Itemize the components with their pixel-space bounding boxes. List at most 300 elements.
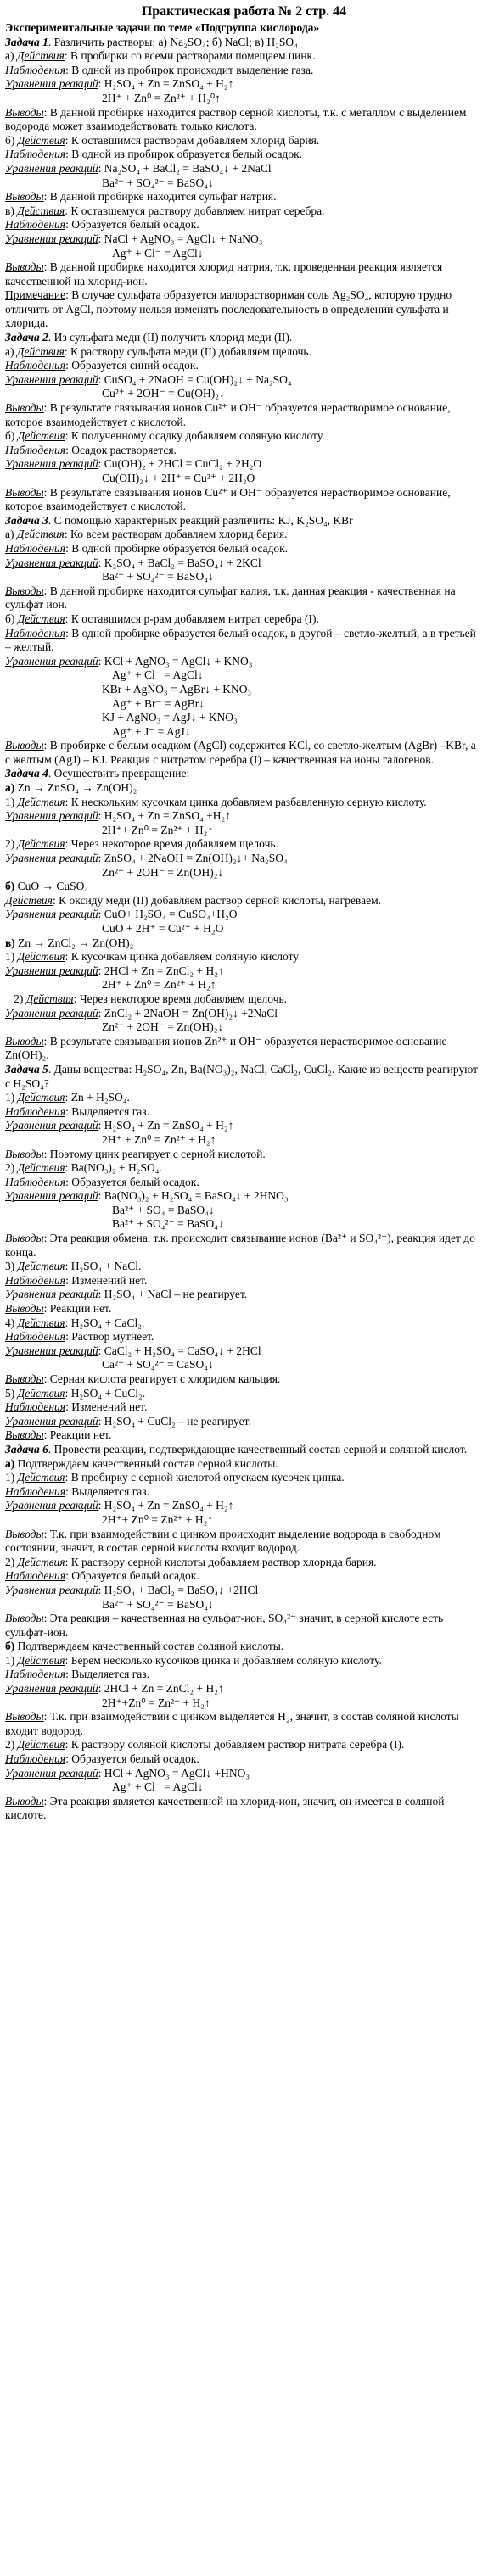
text-run: : 2HCl + Zn = ZnCl₂ + H₂↑	[98, 964, 224, 977]
paragraph	[5, 1485, 483, 1500]
text-run: а)	[5, 781, 18, 795]
paragraph	[5, 444, 483, 458]
paragraph	[5, 190, 483, 204]
paragraph	[5, 36, 483, 50]
section-label: Наблюдения	[5, 359, 66, 372]
text-run: Задача 1	[5, 35, 48, 48]
text-run: : К оставшемуся раствору добавляем нитрат серебра.	[65, 204, 325, 217]
equation-line	[5, 1133, 483, 1148]
equation-line	[5, 683, 483, 697]
page-title: Практическая работа № 2 стр. 44	[141, 4, 347, 19]
text-run: : В данной пробирке находится сульфат калия, т.к. данная реакция - качественная на сульфат ион.	[5, 584, 458, 612]
paragraph	[5, 1400, 483, 1415]
text-run: : В пробирки со всеми растворами помещаем цинк.	[64, 49, 316, 63]
text-run: : Выделяется газ.	[65, 1484, 149, 1498]
section-label: Уравнения реакций	[5, 161, 98, 175]
section-label: Наблюдения	[5, 541, 66, 555]
section-label: Действия	[17, 1653, 65, 1667]
section-label: Действия	[16, 528, 65, 541]
paragraph	[5, 894, 483, 908]
paragraph	[5, 908, 483, 922]
section-label: Выводы	[5, 1372, 44, 1385]
paragraph	[5, 1471, 483, 1485]
section-label: Выводы	[5, 1710, 44, 1724]
text-run: Задача 3	[5, 513, 48, 527]
text-run: : Образуется белый осадок.	[65, 1569, 199, 1583]
paragraph	[5, 21, 483, 36]
section-label: Наблюдения	[5, 1400, 66, 1414]
text-run: : К оставшимся растворам добавляем хлорид бария.	[65, 133, 320, 147]
text-run: . Из сульфата меди (II) получить хлорид меди (II).	[48, 331, 293, 344]
text-run: : 2HCl + Zn = ZnCl₂ + H₂↑	[98, 1682, 224, 1696]
text-run: : Через некоторое время добавляем щелочь.	[73, 992, 288, 1005]
equation-line	[5, 725, 483, 740]
paragraph	[5, 1795, 483, 1823]
section-label: Выводы	[5, 584, 44, 597]
text-run: : В случае сульфата образуется малорастворимая соль Ag₂SO₄, которую трудно отличить от AgCl, поэтому нельзя изменять последовательность в определении сульфата и хлорида.	[5, 288, 455, 330]
text-run: а)	[5, 528, 17, 541]
text-run: : К раствору сульфата меди (II) добавляем щелочь.	[64, 344, 311, 358]
text-run: KBr + AgNO₃ = AgBr↓ + KNO₃	[102, 682, 252, 696]
equation-line	[5, 1217, 483, 1232]
paragraph	[5, 584, 483, 612]
text-run: : В одной пробирке образуется белый осадок, в другой – светло-желтый, а в третьей – желтый.	[5, 626, 480, 654]
section-label: Уравнения реакций	[5, 1766, 98, 1780]
paragraph	[5, 1640, 483, 1654]
section-label: Действия	[17, 1555, 65, 1568]
paragraph	[5, 1372, 483, 1387]
equation-line	[5, 1780, 483, 1795]
text-run: 5)	[5, 1386, 18, 1400]
text-run: 2)	[5, 992, 26, 1005]
paragraph	[5, 162, 483, 176]
paragraph	[5, 218, 483, 232]
equation-line	[5, 824, 483, 838]
paragraph	[5, 1428, 483, 1443]
section-label: Действия	[17, 204, 65, 217]
section-label: Выводы	[5, 1612, 44, 1625]
paragraph	[5, 1710, 483, 1738]
section-label: Уравнения реакций	[5, 77, 98, 91]
section-label: Наблюдения	[5, 1569, 66, 1583]
text-run: Ag⁺ + J⁻ = AgJ↓	[112, 724, 191, 738]
section-label: Уравнения реакций	[5, 1414, 98, 1428]
text-run: : В данной пробирке находится раствор серной кислоты, т.к. с металлом с выделением водорода может взаимодействовать только кислота.	[5, 105, 469, 133]
equation-line	[5, 570, 483, 584]
text-run: 2H⁺+ Zn⁰ = Zn²⁺ + H₂↑	[102, 823, 214, 836]
text-run: Zn²⁺ + 2OH⁻ = Zn(OH)₂↓	[102, 865, 224, 879]
text-run: : К оксиду меди (II) добавляем раствор серной кислоты, нагреваем.	[52, 893, 382, 907]
paragraph	[5, 612, 483, 627]
paragraph	[5, 1007, 483, 1021]
equation-line	[5, 92, 483, 106]
section-label: Выводы	[5, 401, 44, 415]
section-label: Выводы	[5, 1034, 44, 1048]
paragraph	[5, 1654, 483, 1668]
section-label: Выводы	[5, 1428, 44, 1442]
text-run: Подтверждаем качественный состав соляной кислоты.	[17, 1640, 284, 1653]
text-run: : HCl + AgNO₃ = AgCl↓ +HNO₃	[98, 1766, 250, 1780]
section-label: Выводы	[5, 1232, 44, 1245]
paragraph	[5, 1569, 483, 1584]
text-run: : Изменений нет.	[65, 1400, 148, 1414]
text-run: : H₂SO₄ + CuCl₂.	[65, 1386, 146, 1400]
section-label: Наблюдения	[5, 218, 66, 232]
text-run: : Cu(OH)₂ + 2HCl = CuCl₂ + 2H₂O	[98, 457, 262, 471]
text-run: : Реакции нет.	[43, 1428, 112, 1442]
paragraph	[5, 1499, 483, 1513]
section-label: Наблюдения	[5, 1484, 66, 1498]
paragraph	[5, 1330, 483, 1344]
text-run: Zn → ZnSO₄ → Zn(OH)₂	[17, 781, 137, 795]
text-run: а)	[5, 344, 17, 358]
paragraph	[5, 232, 483, 247]
document-body	[5, 21, 483, 1823]
text-run: : Ba(NO₃)₂ + H₂SO₄ = BaSO₄↓ + 2HNO₃	[98, 1189, 289, 1203]
paragraph	[5, 401, 483, 429]
paragraph	[5, 359, 483, 373]
section-label: Действия	[17, 1386, 65, 1400]
text-run: : H₂SO₄ + CaCl₂.	[65, 1316, 145, 1329]
section-label: Действия	[16, 49, 65, 63]
section-label: Действия	[17, 950, 65, 964]
paragraph	[5, 837, 483, 852]
text-run: : KCl + AgNO₃ = AgCl↓ + KNO₃	[98, 654, 253, 668]
text-run: 2)	[5, 1161, 18, 1175]
paragraph	[5, 1752, 483, 1767]
text-run: . Провести реакции, подтверждающие качественный состав серной и соляной кислот.	[48, 1442, 468, 1456]
text-run: 2H⁺+Zn⁰ = Zn²⁺ + H₂↑	[102, 1696, 210, 1709]
section-label: Наблюдения	[5, 63, 66, 76]
text-run: : В пробирку с серной кислотой опускаем кусочек цинка.	[65, 1471, 345, 1484]
section-label: Действия	[16, 344, 65, 358]
text-run: : H₂SO₄ + NaCl.	[65, 1260, 142, 1273]
text-run: : Т.к. при взаимодействии с цинком выделяется H₂, значит, в состав соляной кислоты входит водород.	[5, 1710, 463, 1737]
text-run: : В данной пробирке находится сульфат натрия.	[43, 190, 277, 204]
text-run: Задача 6	[5, 1442, 48, 1456]
text-run: KJ + AgNO₃ = AgJ↓ + KNO₃	[102, 711, 238, 724]
paragraph	[5, 1556, 483, 1570]
text-run: : К раствору серной кислоты добавляем раствор хлорида бария.	[65, 1555, 377, 1568]
paragraph	[5, 781, 483, 796]
section-label: Уравнения реакций	[5, 1119, 98, 1132]
section-label: Действия	[5, 893, 53, 907]
text-run: Zn²⁺ + 2OH⁻ = Zn(OH)₂↓	[102, 1020, 224, 1034]
paragraph	[5, 1302, 483, 1316]
section-label: Действия	[17, 1471, 65, 1484]
paragraph	[5, 106, 483, 134]
section-label: Выводы	[5, 485, 44, 499]
section-label: Действия	[17, 429, 65, 443]
text-run: : Серная кислота реагирует с хлоридом кальция.	[43, 1372, 281, 1385]
text-run: Ba²⁺ + SO₄ = BaSO₄↓	[112, 1203, 215, 1216]
paragraph	[5, 796, 483, 810]
text-run: Ag⁺ + Cl⁻ = AgCl↓	[112, 1780, 204, 1794]
equation-line	[5, 176, 483, 191]
text-run: : В одной из пробирок образуется белый осадок.	[65, 148, 303, 161]
text-run: в)	[5, 936, 19, 949]
paragraph	[5, 331, 483, 345]
text-run: б)	[5, 612, 18, 625]
text-run: : К раствору соляной кислоты добавляем раствор нитрата серебра (I).	[65, 1738, 405, 1752]
paragraph	[5, 514, 483, 528]
text-run: б)	[5, 880, 18, 893]
text-run: : В результате связывания ионов Cu²⁺ и OH⁻ образуется нерастворимое основание, которое взаимодействует с кислотой.	[5, 401, 453, 428]
paragraph	[5, 1668, 483, 1682]
equation-line	[5, 668, 483, 683]
section-label: Уравнения реакций	[5, 1006, 98, 1020]
text-run: : ZnCl₂ + 2NaOH = Zn(OH)₂↓ +2NaCl	[98, 1006, 278, 1020]
paragraph	[5, 1584, 483, 1598]
text-run: : Т.к. при взаимодействии с цинком происходит выделение водорода в свободном состоянии, значит, в состав серной кислоты входит водород.	[5, 1527, 444, 1555]
text-run: 2)	[5, 1738, 18, 1752]
paragraph	[5, 767, 483, 781]
paragraph	[5, 809, 483, 824]
paragraph	[5, 655, 483, 669]
section-label: Выводы	[5, 1302, 44, 1316]
text-run: : ZnSO₄ + 2NaOH = Zn(OH)₂↓+ Na₂SO₄	[98, 852, 288, 865]
text-run: Задача 4	[5, 767, 48, 780]
paragraph	[5, 1176, 483, 1190]
text-run: : Zn + H₂SO₄.	[65, 1091, 130, 1104]
paragraph	[5, 148, 483, 162]
text-run: : Эта реакция является качественной на хлорид-ион, значит, он имеется в соляной кислоте.	[5, 1794, 451, 1822]
section-label: Уравнения реакций	[5, 1189, 98, 1203]
text-run: : В одной пробирке образуется белый осадок.	[65, 541, 289, 555]
equation-line	[5, 922, 483, 936]
section-label: Наблюдения	[5, 148, 66, 161]
paragraph	[5, 373, 483, 388]
text-run: : Ко всем растворам добавляем хлорид бария.	[64, 528, 288, 541]
section-label: Уравнения реакций	[5, 809, 98, 823]
text-run: 1)	[5, 1471, 18, 1484]
text-run: Задача 5	[5, 1062, 48, 1076]
section-label: Наблюдения	[5, 1175, 66, 1188]
text-run: : В результате связывания ионов Cu²⁺ и OH⁻ образуется нерастворимое основание, которое взаимодействует с кислотой.	[5, 485, 453, 513]
text-run: б)	[5, 133, 18, 147]
text-run: : Через некоторое время добавляем щелочь.	[65, 837, 278, 851]
text-run: : Поэтому цинк реагирует с серной кислотой.	[43, 1147, 266, 1160]
text-run: : H₂SO₄ + NaCl – не реагирует.	[98, 1288, 248, 1301]
paragraph	[5, 528, 483, 542]
paragraph	[5, 1063, 483, 1091]
paragraph	[5, 542, 483, 556]
text-run: : K₂SO₄ + BaCl₂ = BaSO₄↓ + 2KCl	[98, 556, 261, 569]
text-run: 2H⁺ + Zn⁰ = Zn²⁺ + H₂⁰↑	[102, 91, 221, 104]
paragraph	[5, 1148, 483, 1162]
equation-line	[5, 978, 483, 992]
paragraph	[5, 852, 483, 866]
text-run: : H₂SO₄ + CuCl₂ – не реагирует.	[98, 1414, 251, 1428]
text-run: Ba²⁺ + SO₄²⁻ = BaSO₄↓	[102, 176, 214, 189]
paragraph	[5, 964, 483, 979]
paragraph	[5, 1119, 483, 1133]
paragraph	[5, 288, 483, 331]
section-label: Выводы	[5, 739, 44, 752]
section-label: Уравнения реакций	[5, 654, 98, 668]
section-label: Наблюдения	[5, 1104, 66, 1118]
text-run: : H₂SO₄ + Zn = ZnSO₄ + H₂↑	[98, 1119, 234, 1132]
paragraph	[5, 49, 483, 64]
text-run: Ag⁺ + Cl⁻ = AgCl↓	[112, 668, 204, 682]
paragraph	[5, 992, 483, 1007]
section-label: Уравнения реакций	[5, 1583, 98, 1596]
paragraph	[5, 134, 483, 148]
paragraph	[5, 486, 483, 514]
paragraph	[5, 1232, 483, 1260]
section-label: Действия	[17, 837, 65, 851]
section-label: Уравнения реакций	[5, 852, 98, 865]
text-run: : CuO+ H₂SO₄ = CuSO₄+H₂O	[98, 908, 238, 921]
section-label: Наблюдения	[5, 1330, 66, 1344]
paragraph	[5, 1457, 483, 1472]
text-run: 2)	[5, 1555, 18, 1568]
section-label: Выводы	[5, 260, 44, 274]
paragraph	[5, 1612, 483, 1640]
paragraph	[5, 260, 483, 288]
paragraph	[5, 457, 483, 472]
text-run: : Образуется белый осадок.	[65, 218, 199, 232]
equation-line	[5, 1598, 483, 1612]
equation-line	[5, 387, 483, 401]
text-run: : NaCl + AgNO₃ = AgCl↓ + NaNO₃	[98, 232, 263, 245]
section-label: Действия	[17, 1316, 65, 1329]
section-label: Уравнения реакций	[5, 457, 98, 471]
paragraph	[5, 1035, 483, 1063]
paragraph	[5, 1189, 483, 1204]
section-label: Действия	[25, 992, 74, 1005]
text-run: б)	[5, 1640, 18, 1653]
text-run: Ca²⁺ + SO₄²⁻ = CaSO₄↓	[102, 1358, 214, 1372]
section-label: Уравнения реакций	[5, 1344, 98, 1357]
section-label: Действия	[17, 1161, 65, 1175]
text-run: . Даны вещества: H₂SO₄, Zn, Ba(NO₃)₂, NaCl, CaCl₂, CuCl₂. Какие из веществ реагируют с H₂SO₄?	[5, 1062, 481, 1090]
section-label: Наблюдения	[5, 1752, 66, 1766]
text-run: 2H⁺ + Zn⁰ = Zn²⁺ + H₂↑	[102, 978, 216, 992]
section-label: Действия	[17, 1260, 65, 1273]
paragraph	[5, 1161, 483, 1176]
text-run: : Изменений нет.	[65, 1273, 148, 1287]
section-label: Выводы	[5, 1527, 44, 1540]
text-run: : В результате связывания ионов Zn²⁺ и OH⁻ образуется нерастворимое основание Zn(OH)₂.	[5, 1034, 450, 1062]
paragraph	[5, 627, 483, 655]
text-run: : H₂SO₄ + Zn = ZnSO₄ + H₂↑	[98, 1499, 234, 1512]
text-run: Экспериментальные задачи по теме «Подгруппа кислорода»	[5, 21, 320, 34]
text-run: : Образуется синий осадок.	[65, 359, 199, 372]
text-run: : Выделяется газ.	[65, 1104, 149, 1118]
section-label: Наблюдения	[5, 1273, 66, 1287]
text-run: : Ba(NO₃)₂ + H₂SO₄.	[65, 1161, 162, 1175]
text-run: 1)	[5, 1091, 18, 1104]
paragraph	[5, 204, 483, 219]
equation-line	[5, 866, 483, 880]
paragraph	[5, 1415, 483, 1429]
text-run: б)	[5, 429, 18, 443]
text-run: : H₂SO₄ + Zn = ZnSO₄ +H₂↑	[98, 809, 232, 823]
section-label: Наблюдения	[5, 1668, 66, 1681]
paragraph	[5, 345, 483, 360]
paragraph	[5, 936, 483, 951]
text-run: : Эта реакция – качественная на сульфат-ион, SO₄²⁻ значит, в серной кислоте есть сульфат-ион.	[5, 1612, 446, 1639]
text-run: . Осуществить превращение:	[48, 767, 190, 780]
paragraph	[5, 1738, 483, 1752]
equation-line	[5, 1696, 483, 1711]
text-run: : Реакции нет.	[43, 1302, 112, 1316]
paragraph	[5, 1105, 483, 1120]
text-run: : В данной пробирке находится хлорид натрия, т.к. проведенная реакция является качественной на хлорид-ион.	[5, 260, 446, 288]
paragraph	[5, 1682, 483, 1696]
equation-line	[5, 711, 483, 725]
text-run: : CuSO₄ + 2NaOH = Cu(OH)₂↓ + Na₂SO₄	[98, 372, 292, 386]
text-run: 1)	[5, 950, 18, 964]
paragraph	[5, 1288, 483, 1302]
text-run: в)	[5, 204, 18, 217]
text-run: Ag⁺ + Cl⁻ = AgCl↓	[112, 246, 204, 260]
text-run: : H₂SO₄ + BaCl₂ = BaSO₄↓ +2HCl	[98, 1583, 259, 1596]
text-run: Cu²⁺ + 2OH⁻ = Cu(OH)₂↓	[102, 387, 225, 400]
section-label: Уравнения реакций	[5, 1682, 98, 1696]
text-run: . С помощью характерных реакций различить: KJ, K₂SO₄, KBr	[48, 513, 353, 527]
paragraph	[5, 64, 483, 78]
section-label: Уравнения реакций	[5, 556, 98, 569]
paragraph	[5, 429, 483, 444]
text-run: Задача 2	[5, 331, 48, 344]
paragraph	[5, 1316, 483, 1331]
text-run: : Выделяется газ.	[65, 1668, 149, 1681]
text-run: Ba²⁺ + SO₄²⁻ = BaSO₄↓	[112, 1217, 224, 1231]
text-run: CuO → CuSO₄	[17, 880, 89, 893]
section-label: Наблюдения	[5, 626, 66, 640]
text-run: а)	[5, 1456, 18, 1470]
text-run: Ba²⁺ + SO₄²⁻ = BaSO₄↓	[102, 1597, 214, 1611]
section-label: Выводы	[5, 1147, 44, 1160]
paragraph	[5, 1274, 483, 1288]
paragraph	[5, 77, 483, 92]
text-run: 3)	[5, 1260, 18, 1273]
text-run: CuO + 2H⁺ = Cu²⁺ + H₂O	[102, 922, 224, 935]
text-run: 2)	[5, 837, 18, 851]
text-run: Ag⁺ + Br⁻ = AgBr↓	[112, 696, 205, 710]
text-run: Zn → ZnCl₂ → Zn(OH)₂	[18, 936, 134, 949]
text-run: . Различить растворы: а) Na₂SO₄; б) NaCl; в) H₂SO₄	[48, 35, 298, 48]
section-label: Уравнения реакций	[5, 1499, 98, 1512]
text-run: : В одной из пробирок происходит выделение газа.	[65, 63, 314, 76]
section-label: Выводы	[5, 190, 44, 204]
text-run: Ba²⁺ + SO₄²⁻ = BaSO₄↓	[102, 570, 214, 584]
paragraph	[5, 1528, 483, 1556]
paragraph	[5, 1344, 483, 1359]
paragraph	[5, 556, 483, 571]
section-label: Выводы	[5, 1794, 44, 1808]
section-label: Уравнения реакций	[5, 1288, 98, 1301]
paragraph	[5, 1260, 483, 1274]
equation-line	[5, 1204, 483, 1218]
paragraph	[5, 739, 483, 767]
text-run: : К оставшимся р-рам добавляем нитрат серебра (I).	[65, 612, 319, 625]
paragraph	[5, 1387, 483, 1401]
section-label: Действия	[17, 612, 65, 625]
text-run: : К нескольким кусочкам цинка добавляем разбавленную серную кислоту.	[65, 795, 427, 808]
section-label: Уравнения реакций	[5, 908, 98, 921]
text-run: Подтверждаем качественный состав серной кислоты.	[17, 1456, 278, 1470]
equation-line	[5, 472, 483, 486]
equation-line	[5, 247, 483, 261]
text-run: Cu(OH)₂↓ + 2H⁺ = Cu²⁺ + 2H₂O	[102, 472, 255, 484]
section-label: Действия	[17, 795, 65, 808]
text-run: : Берем несколько кусочков цинка и добавляем соляную кислоту.	[65, 1653, 382, 1667]
text-run: а)	[5, 49, 17, 63]
text-run: 1)	[5, 1653, 18, 1667]
